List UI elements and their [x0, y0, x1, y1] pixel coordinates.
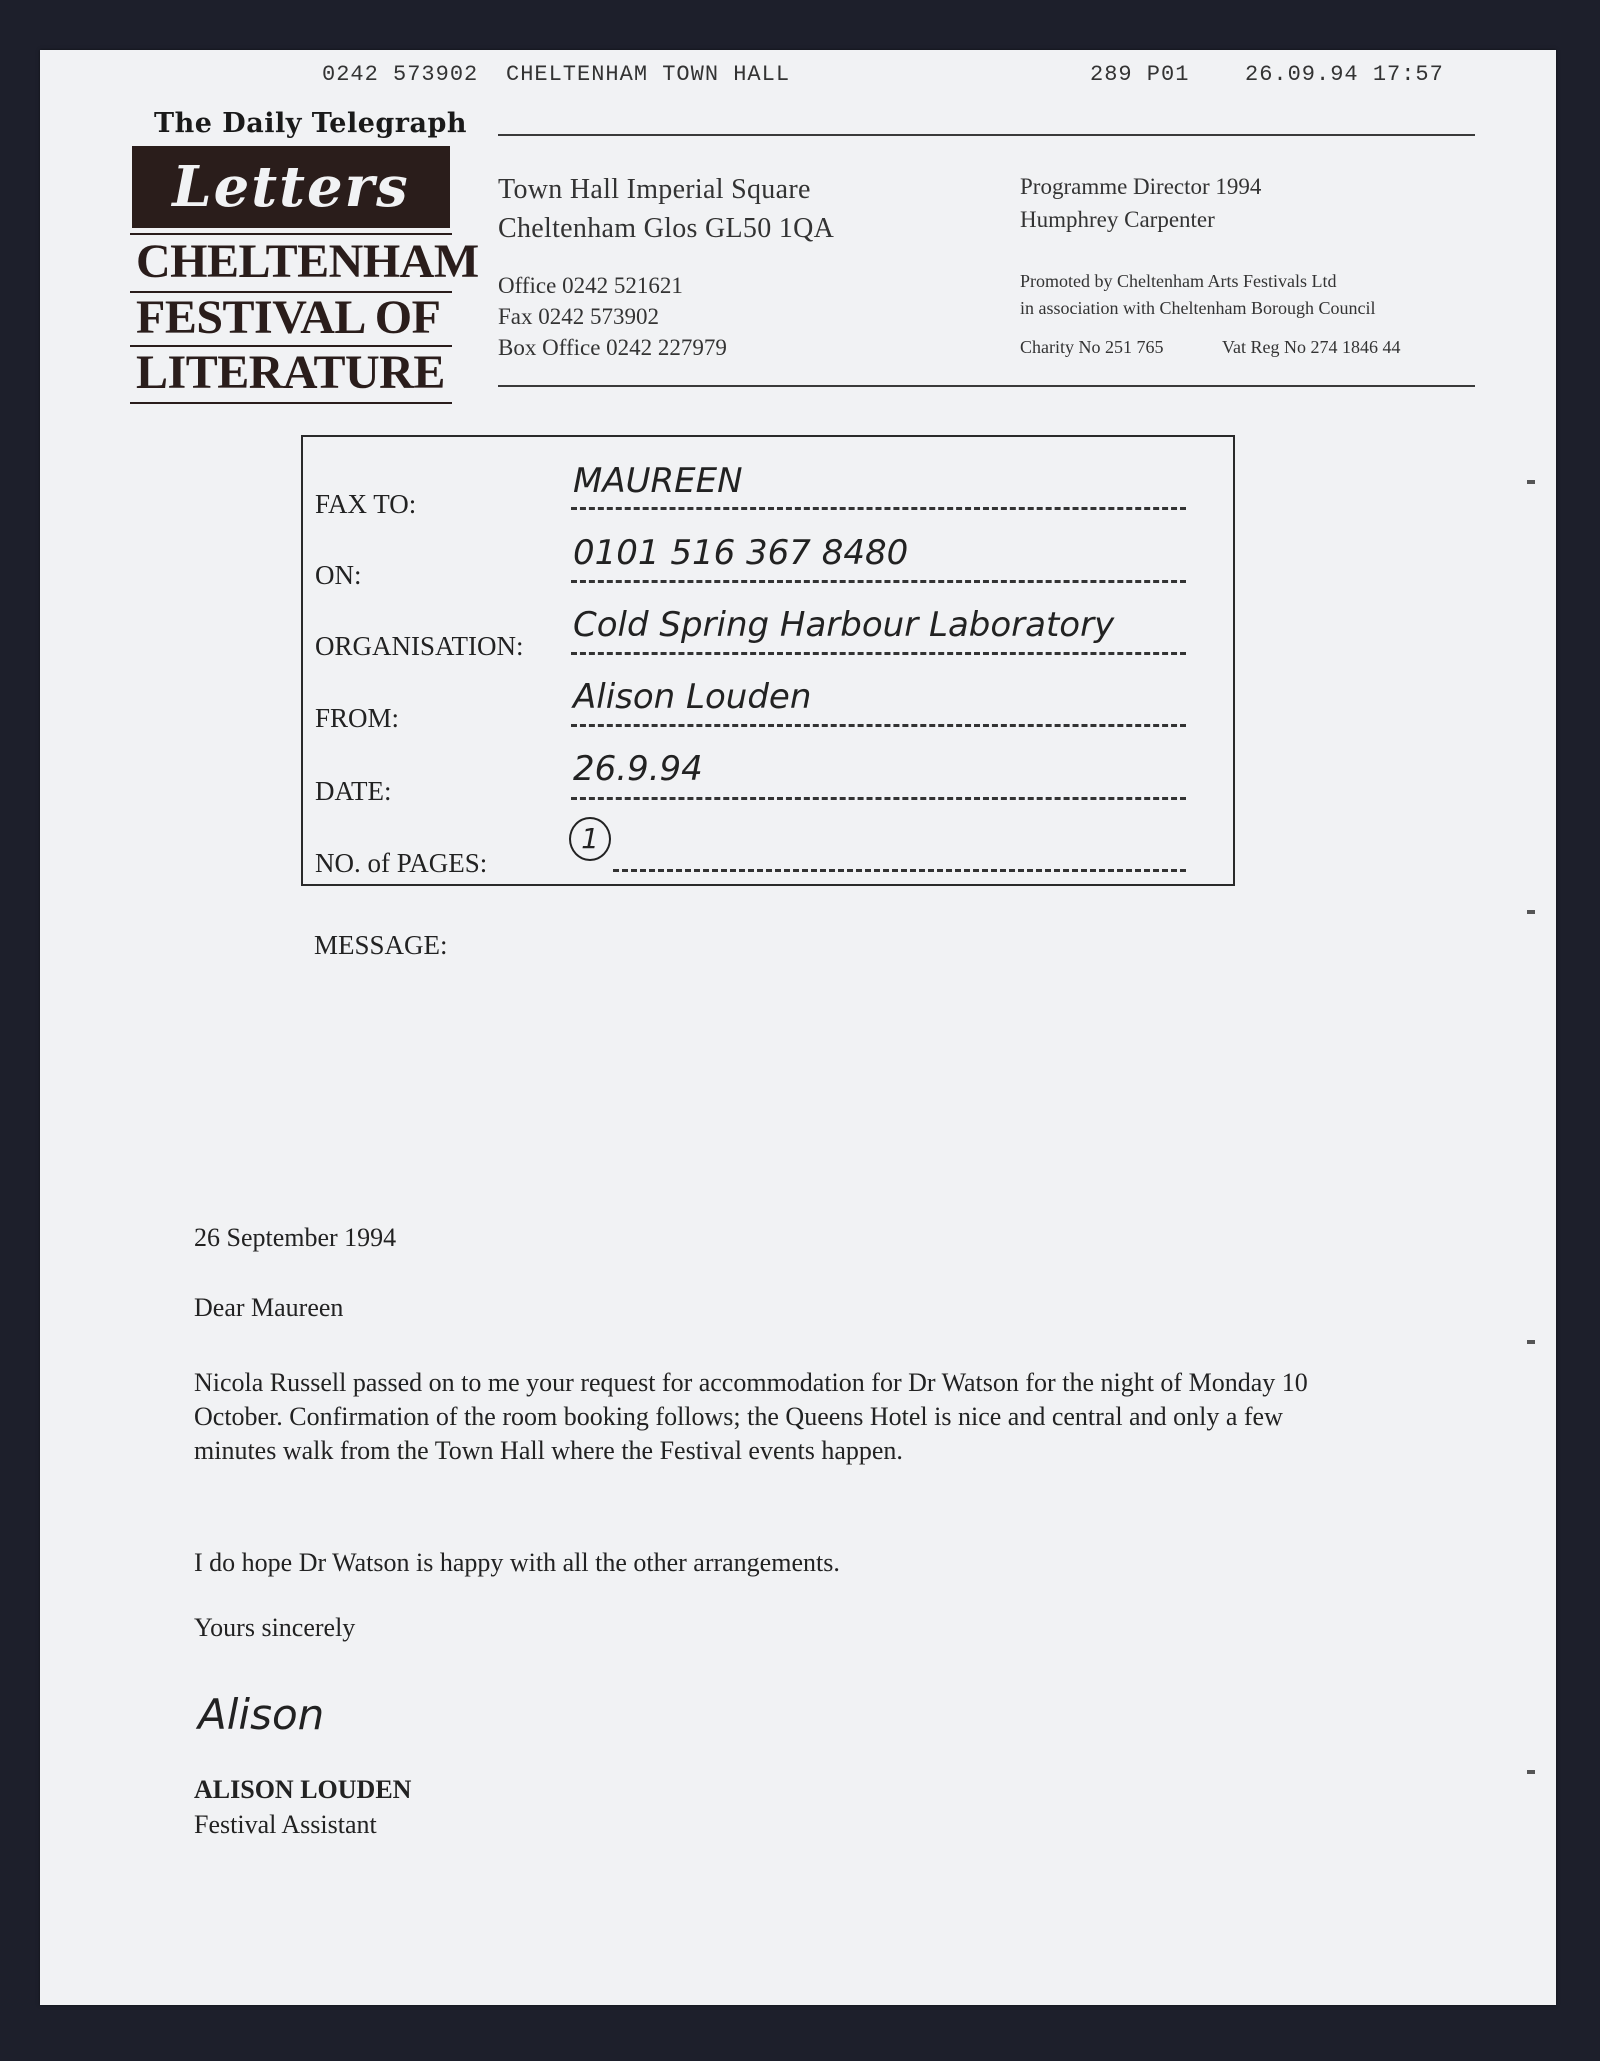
letters-logo	[132, 146, 450, 228]
promoted-by: Promoted by Cheltenham Arts Festivals Ltd	[1020, 271, 1337, 291]
festival-name-line-3: LITERATURE	[136, 346, 445, 399]
association: in association with Cheltenham Borough Council	[1020, 298, 1376, 318]
header-rule-bottom	[498, 385, 1475, 387]
festival-name-line-1: CHELTENHAM	[136, 235, 479, 288]
organisation-line	[571, 652, 1186, 655]
organisation-label: ORGANISATION:	[315, 631, 524, 661]
signatory-role: Festival Assistant	[194, 1810, 377, 1839]
fax-code: 289 P01	[1090, 62, 1190, 87]
on-value: 0101 516 367 8480	[573, 533, 909, 573]
organisation-value: Cold Spring Harbour Laboratory	[573, 605, 1115, 645]
letter-paragraph-2: I do hope Dr Watson is happy with all the other arrangements.	[194, 1548, 840, 1577]
from-line	[571, 724, 1186, 727]
pages-value: 1	[569, 817, 611, 861]
letter-date: 26 September 1994	[194, 1223, 397, 1252]
message-label: MESSAGE:	[314, 930, 448, 960]
letter-salutation: Dear Maureen	[194, 1293, 344, 1322]
on-line	[571, 580, 1186, 583]
date-line	[571, 797, 1186, 800]
letters-logo-text: Letters	[172, 154, 410, 220]
fax-to-label: FAX TO:	[315, 489, 417, 519]
from-value: Alison Louden	[573, 677, 812, 717]
signatory-name: ALISON LOUDEN	[194, 1775, 412, 1804]
address-line-2: Cheltenham Glos GL50 1QA	[498, 213, 835, 244]
fax-sender: CHELTENHAM TOWN HALL	[506, 62, 791, 87]
date-label: DATE:	[315, 776, 392, 806]
logo-divider	[130, 402, 452, 404]
festival-name-line-2: FESTIVAL OF	[136, 291, 441, 344]
fax-to-value: MAUREEN	[573, 461, 743, 501]
newspaper-name: The Daily Telegraph	[154, 108, 468, 139]
fax-document	[40, 50, 1556, 2005]
letter-closing: Yours sincerely	[194, 1613, 356, 1642]
charity-number: Charity No 251 765	[1020, 337, 1164, 357]
from-label: FROM:	[315, 703, 400, 733]
address-line-1: Town Hall Imperial Square	[498, 174, 811, 205]
fax-datetime: 26.09.94 17:57	[1245, 62, 1444, 87]
fax-number: 0242 573902	[322, 62, 479, 87]
header-rule-top	[498, 134, 1475, 136]
handwritten-signature: Alison	[198, 1690, 325, 1739]
edge-mark	[1527, 480, 1535, 484]
date-value: 26.9.94	[573, 749, 703, 789]
fax-to-line	[571, 507, 1186, 510]
edge-mark	[1527, 1770, 1535, 1774]
edge-mark	[1527, 910, 1535, 914]
fax-phone: Fax 0242 573902	[498, 304, 659, 329]
box-office-phone: Box Office 0242 227979	[498, 335, 727, 360]
edge-mark	[1527, 1340, 1535, 1344]
programme-director-title: Programme Director 1994	[1020, 174, 1262, 199]
programme-director-name: Humphrey Carpenter	[1020, 207, 1215, 232]
office-phone: Office 0242 521621	[498, 273, 683, 298]
letter-paragraph-1: Nicola Russell passed on to me your request for accommodation for Dr Watson for the night of Monday 10 October. Confirmation of the room booking follows; the Queens Hotel is nice and central and only a few minutes walk from the Town Hall where the Festival events happen.	[194, 1368, 1308, 1465]
vat-number: Vat Reg No 274 1846 44	[1222, 337, 1401, 357]
fax-cover-form	[301, 435, 1235, 886]
pages-label: NO. of PAGES:	[315, 848, 488, 878]
pages-line	[613, 869, 1186, 872]
on-label: ON:	[315, 560, 362, 590]
